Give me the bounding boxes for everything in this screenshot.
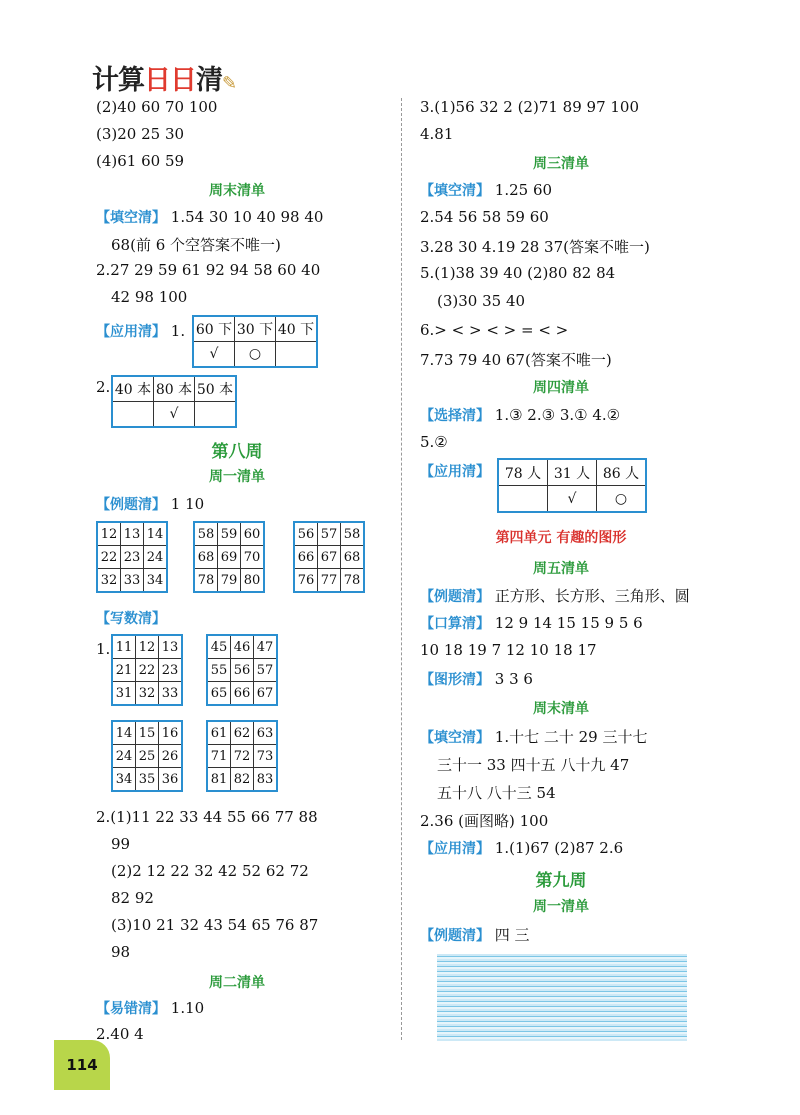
section-heading: 周五清单: [533, 561, 589, 577]
number-grid: 14 15 16 24 25 26 34 35 36: [111, 720, 183, 792]
column-divider: [401, 98, 402, 1040]
answer-line: 2.27 29 59 61 92 94 58 60 40: [96, 261, 321, 279]
answer-table: 78 人 31 人 86 人 √ ○: [497, 458, 647, 513]
number-grid: 11 12 13 21 22 23 31 32 33: [111, 634, 183, 706]
answer-line: 2.36 (画图略) 100: [420, 812, 549, 830]
example-tag: 【例题清】: [420, 928, 490, 944]
answer-line: 98: [111, 943, 131, 961]
answer-table: 40 本 80 本 50 本 √: [111, 375, 237, 428]
answer-line: 【填空清】 1.25 60: [420, 181, 553, 199]
answer-line: 【易错清】 1.10: [96, 999, 205, 1017]
answer-line: (3)10 21 32 43 54 65 76 87: [111, 916, 319, 934]
application-tag: 【应用清】: [420, 841, 490, 857]
write-number-tag: 【写数清】: [96, 611, 166, 627]
choice-tag: 【选择清】: [420, 408, 490, 424]
answer-line: 【图形清】 3 3 6: [420, 670, 533, 688]
answer-line: (2)2 12 22 32 42 52 62 72: [111, 862, 309, 880]
section-heading: 周末清单: [533, 701, 589, 717]
answer-line: (3)20 25 30: [96, 125, 185, 143]
book-logo: 计算日日清✎: [92, 65, 237, 96]
answer-line: 2.54 56 58 59 60: [420, 208, 549, 226]
answer-line: 三十一 33 四十五 八十九 47: [437, 756, 630, 774]
answer-line: (3)30 35 40: [437, 292, 526, 310]
answer-line: 【应用清】 1.: [96, 322, 186, 340]
fill-blank-tag: 【填空清】: [420, 730, 490, 746]
example-tag: 【例题清】: [420, 589, 490, 605]
answer-line: 【例题清】 1 10: [96, 495, 205, 513]
answer-line: 4.81: [420, 125, 454, 143]
oral-calc-tag: 【口算清】: [420, 616, 490, 632]
answer-line: 3.(1)56 32 2 (2)71 89 97 100: [420, 98, 640, 116]
answer-line: 68(前 6 个空答案不唯一): [111, 236, 281, 254]
answer-line: 10 18 19 7 12 10 18 17: [420, 641, 597, 659]
answer-line: 【应用清】 1.(1)67 (2)87 2.6: [420, 839, 624, 857]
answer-line: 【填空清】 1.54 30 10 40 98 40: [96, 208, 324, 226]
answer-line: 【选择清】 1.③ 2.③ 3.① 4.②: [420, 406, 621, 424]
answer-line: 5.②: [420, 433, 448, 451]
week-heading: 第八周: [211, 442, 263, 462]
answer-table: 60 下 30 下 40 下 √ ○: [192, 315, 318, 368]
answer-line: (4)61 60 59: [96, 152, 185, 170]
week-heading: 第九周: [535, 871, 587, 891]
shape-tag: 【图形清】: [420, 672, 490, 688]
answer-line: 3.28 30 4.19 28 37(答案不唯一): [420, 238, 650, 256]
section-heading: 周一清单: [209, 469, 265, 485]
application-tag: 【应用清】: [420, 464, 490, 480]
number-grid: 12 13 14 22 23 24 32 33 34: [96, 521, 168, 593]
scribble-image: [437, 954, 687, 1041]
answer-line: 5.(1)38 39 40 (2)80 82 84: [420, 264, 616, 282]
answer-line: 五十八 八十三 54: [437, 784, 556, 802]
error-prone-tag: 【易错清】: [96, 1001, 166, 1017]
section-heading: 周二清单: [209, 975, 265, 991]
section-heading: 周四清单: [533, 380, 589, 396]
answer-line: 7.73 79 40 67(答案不唯一): [420, 351, 612, 369]
answer-line: 【口算清】 12 9 14 15 15 9 5 6: [420, 614, 643, 632]
answer-line: 2.40 4: [96, 1025, 144, 1043]
number-grid: 58 59 60 68 69 70 78 79 80: [193, 521, 265, 593]
answer-line: 6.> < > < > = < >: [420, 321, 569, 339]
section-heading: 周一清单: [533, 899, 589, 915]
answer-line: 99: [111, 835, 131, 853]
application-tag: 【应用清】: [96, 324, 166, 340]
section-heading: 周三清单: [533, 156, 589, 172]
answer-line: (2)40 60 70 100: [96, 98, 218, 116]
pen-icon: ✎: [222, 73, 237, 94]
answer-line: 1.: [96, 640, 111, 658]
number-grid: 61 62 63 71 72 73 81 82 83: [206, 720, 278, 792]
page-number: 114: [54, 1040, 110, 1090]
answer-line: 【例题清】 四 三: [420, 926, 530, 944]
answer-line: 42 98 100: [111, 288, 188, 306]
fill-blank-tag: 【填空清】: [420, 183, 490, 199]
answer-line: 82 92: [111, 889, 154, 907]
section-heading: 周末清单: [209, 183, 265, 199]
answer-line: 2.: [96, 378, 111, 396]
fill-blank-tag: 【填空清】: [96, 210, 166, 226]
number-grid: 56 57 58 66 67 68 76 77 78: [293, 521, 365, 593]
unit-heading: 第四单元 有趣的图形: [495, 530, 627, 546]
answer-line: 2.(1)11 22 33 44 55 66 77 88: [96, 808, 318, 826]
answer-line: 【填空清】 1.十七 二十 29 三十七: [420, 728, 648, 746]
answer-line: 【例题清】 正方形、长方形、三角形、圆: [420, 587, 690, 605]
example-tag: 【例题清】: [96, 497, 166, 513]
number-grid: 45 46 47 55 56 57 65 66 67: [206, 634, 278, 706]
